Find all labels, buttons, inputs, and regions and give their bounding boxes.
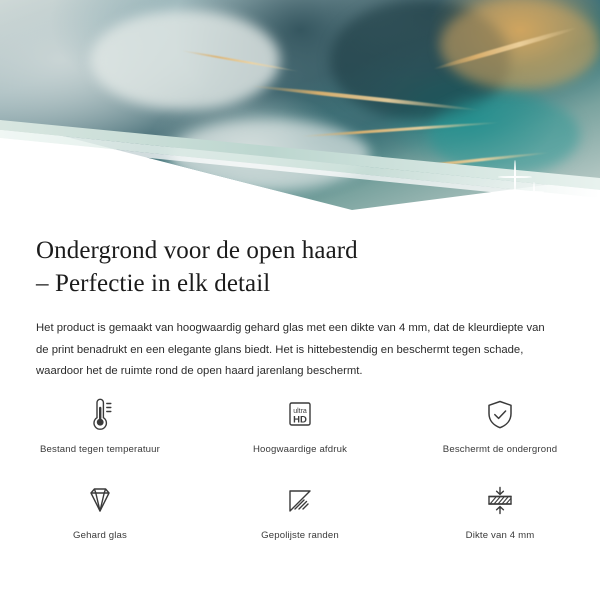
feature-item-tempered-glass: [0, 478, 200, 556]
feature-label: Hoogwaardige afdruk: [252, 444, 348, 455]
marble-abstract-glass-panel: [0, 0, 600, 210]
marble-wisp: [90, 10, 280, 110]
feature-item-polished-edges: [200, 478, 400, 556]
page-title-line-2: – Perfectie in elk detail: [36, 270, 271, 297]
description-paragraph: Het product is gemaakt van hoogwaardig gehard glas met een dikte van 4 mm, dat de kleurdiepte van de print benadrukt en een elegante glans biedt. Het is hittebestendig en beschermt tegen schade, waardoor het de ruimte rond de open haard jarenlang beschermt.: [36, 322, 545, 378]
feature-label: Bestand tegen temperatuur: [39, 444, 161, 455]
shield-check-icon: [478, 392, 522, 438]
feature-item-thickness: [400, 478, 600, 556]
feature-label: Gehard glas: [73, 530, 127, 541]
diamond-icon: [78, 478, 122, 524]
thickness-icon: [478, 478, 522, 524]
feature-label: Dikte van 4 mm: [465, 530, 535, 541]
feature-label: Gepolijste randen: [261, 530, 339, 541]
feature-item-surface-protection: [400, 392, 600, 470]
thermometer-icon: [78, 392, 122, 438]
marble-wisp: [170, 120, 370, 190]
feature-item-temperature: [0, 392, 200, 470]
feature-item-print-quality: [200, 392, 400, 470]
text-content: [0, 222, 600, 383]
svg-text:HD: HD: [293, 414, 307, 426]
page-title-line-1: Ondergrond voor de open haard: [36, 237, 358, 264]
feature-label: Beschermt de ondergrond: [442, 444, 558, 455]
hero-image: [0, 0, 600, 222]
ultra-hd-icon: [278, 392, 322, 438]
page-title: [0, 222, 600, 300]
svg-text:ultra: ultra: [293, 408, 307, 415]
feature-grid: [0, 392, 600, 556]
polished-edges-icon: [278, 478, 322, 524]
